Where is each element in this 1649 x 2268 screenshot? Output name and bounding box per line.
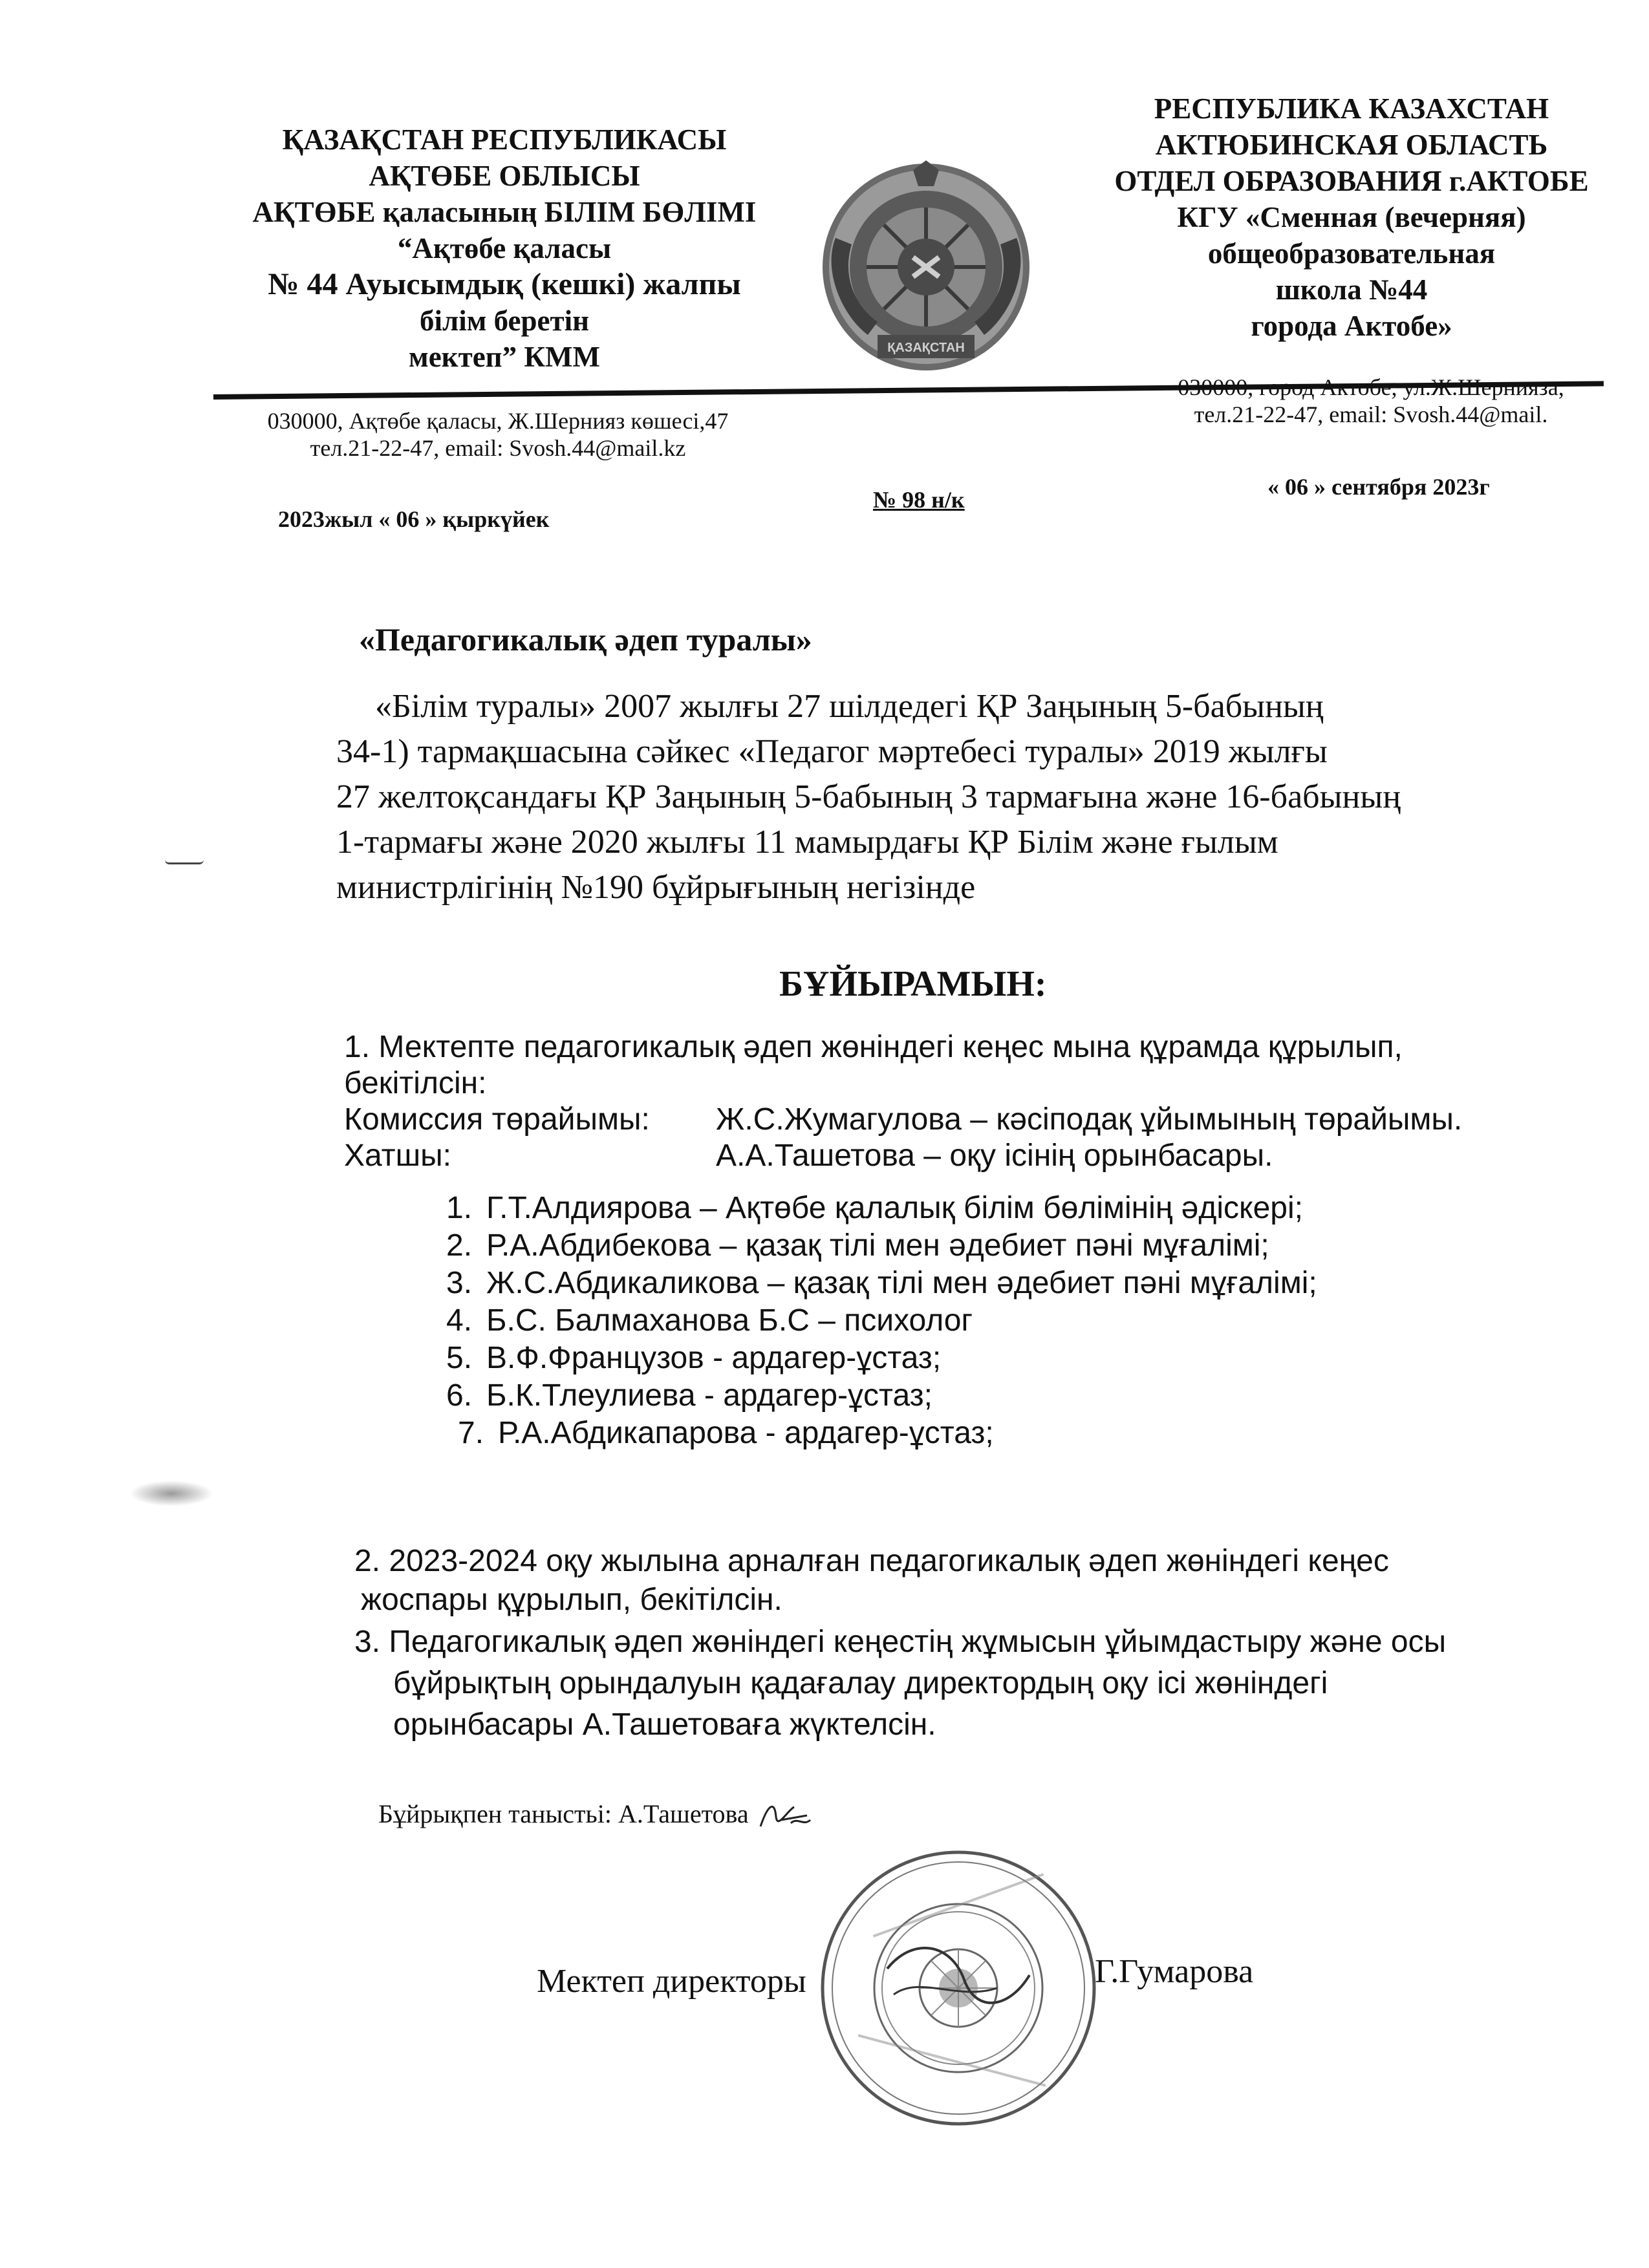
preamble-line: 27 желтоқсандағы ҚР Заңының 5-бабының 3 тармағына және 16-бабының — [336, 778, 1401, 815]
date-kk: 2023жыл « 06 » қыркүйек — [278, 506, 550, 532]
member-text: Б.С. Балмаханова Б.С – психолог — [486, 1303, 973, 1338]
member-text: Б.К.Тлеулиева - ардагер-ұстаз; — [486, 1378, 932, 1413]
emblem-lettering: ҚАЗАҚСТАН — [887, 341, 965, 355]
header-kk-line: АҚТӨБЕ қаласының БІЛІМ БӨЛІМІ — [252, 196, 757, 228]
point-3-line: 3. Педагогикалық әдеп жөніндегі кеңестің жұмысын ұйымдастыру және осы — [354, 1625, 1447, 1659]
chair-row — [344, 1102, 1611, 1138]
point-1 — [344, 1029, 1611, 1174]
signature-icon — [755, 1797, 814, 1836]
point-3-line: бұйрықтың орындалуын қадағалау директордың оқу ісі жөніндегі — [393, 1666, 1328, 1700]
preamble-line: министрлігінің №190 бұйрығының негізінде — [336, 869, 976, 906]
header-kk-line: АҚТӨБЕ ОБЛЫСЫ — [369, 160, 640, 192]
acknowledged-line — [378, 1797, 814, 1836]
header-kk — [213, 122, 795, 375]
scan-mark — [165, 860, 204, 864]
header-ru-line: ОТДЕЛ ОБРАЗОВАНИЯ г.АКТОБЕ — [1114, 165, 1589, 197]
preamble-line: «Білім туралы» 2007 жылғы 27 шілдедегі ҚР Заңының 5-бабының — [375, 688, 1324, 725]
point-2-line: 2. 2023-2024 оқу жылына арналған педагогикалық әдеп жөніндегі кеңес — [354, 1544, 1389, 1578]
preamble-line: 34-1) тармақшасына сәйкес «Педагог мәртебесі туралы» 2019 жылғы — [336, 733, 1328, 770]
member-number: 5. — [446, 1341, 473, 1375]
address-ru-line: 030000, город Актобе, ул.Ж.Шернияза, — [1178, 374, 1564, 400]
address-kk — [207, 407, 789, 462]
state-emblem-icon — [816, 160, 1036, 374]
header-kk-line: “Ақтөбе қаласы — [397, 232, 612, 264]
member-item — [446, 1227, 1610, 1265]
state-emblem — [816, 160, 1036, 374]
order-heading: БҰЙЫРАМЫН: — [779, 964, 1047, 1004]
director-name: Г.Гумарова — [1095, 1953, 1254, 1990]
header-ru-line: АКТЮБИНСКАЯ ОБЛАСТЬ — [1155, 129, 1548, 161]
member-item — [446, 1415, 1610, 1452]
director-label: Мектеп директоры — [537, 1963, 806, 2000]
member-text: В.Ф.Французов - ардагер-ұстаз; — [486, 1341, 942, 1375]
member-number: 7. — [458, 1416, 484, 1450]
member-text: Р.А.Абдикапарова - ардагер-ұстаз; — [498, 1416, 994, 1450]
members-list — [446, 1190, 1610, 1452]
address-ru — [1125, 374, 1617, 428]
member-number: 3. — [446, 1266, 473, 1300]
member-text: Р.А.Абдибекова – қазақ тілі мен әдебиет пәні мұғалімі; — [486, 1228, 1269, 1263]
official-stamp-icon — [816, 1846, 1101, 2130]
member-number: 6. — [446, 1378, 473, 1413]
secretary-row — [344, 1138, 1611, 1174]
member-item — [446, 1190, 1610, 1227]
secretary-label: Хатшы: — [344, 1139, 451, 1173]
scan-mark — [129, 1481, 213, 1506]
header-ru-line: КГУ «Сменная (вечерняя) — [1177, 201, 1526, 233]
contacts-ru-line: тел.21-22-47, email: Svosh.44@mail. — [1194, 401, 1548, 427]
order-number: № 98 н/к — [873, 487, 965, 513]
header-ru — [1086, 91, 1617, 344]
chair-value: Ж.С.Жумагулова – кәсіподақ ұйымының төрайымы. — [716, 1102, 1463, 1137]
point-1-line: 1. Мектепте педагогикалық әдеп жөніндегі кеңес мына құрамда құрылып, — [344, 1030, 1403, 1064]
order-title: «Педагогикалық әдеп туралы» — [359, 621, 812, 658]
header-kk-line: мектеп” КММ — [409, 341, 600, 373]
header-ru-line: города Актобе» — [1251, 310, 1452, 342]
point-3-line: орынбасары А.Ташетоваға жүктелсін. — [393, 1707, 936, 1742]
member-item — [446, 1340, 1610, 1377]
member-number: 4. — [446, 1303, 473, 1338]
header-ru-line: РЕСПУБЛИКА КАЗАХСТАН — [1154, 92, 1549, 125]
header-kk-line: білім беретін — [419, 305, 590, 337]
point-2-line: жоспары құрылып, бекітілсін. — [361, 1583, 782, 1617]
header-ru-line: школа №44 — [1275, 273, 1428, 306]
member-text: Ж.С.Абдикаликова – қазақ тілі мен әдебиет пәні мұғалімі; — [486, 1266, 1317, 1300]
preamble-line: 1-тармағы және 2020 жылғы 11 мамырдағы ҚР Білім және ғылым — [336, 824, 1278, 861]
point-3 — [354, 1621, 1622, 1746]
header-kk-line: ҚАЗАҚСТАН РЕСПУБЛИКАСЫ — [282, 123, 727, 156]
member-number: 2. — [446, 1228, 473, 1263]
member-item — [446, 1302, 1610, 1340]
point-1-line: бекітілсін: — [344, 1066, 487, 1100]
preamble — [336, 684, 1604, 910]
point-2 — [354, 1542, 1609, 1620]
secretary-value: А.А.Ташетова – оқу ісінің орынбасары. — [716, 1139, 1273, 1173]
acknowledged-text: Бұйрықпен таныстьі: А.Ташетова — [378, 1799, 749, 1829]
member-number: 1. — [446, 1191, 473, 1225]
member-item — [446, 1377, 1610, 1415]
header-kk-line: № 44 Ауысымдық (кешкі) жалпы — [268, 267, 741, 301]
official-stamp — [816, 1846, 1101, 2130]
contacts-kk-line: тел.21-22-47, email: Svosh.44@mail.kz — [310, 435, 686, 461]
date-ru: « 06 » сентября 2023г — [1267, 474, 1490, 500]
address-kk-line: 030000, Ақтөбе қаласы, Ж.Шернияз көшесі,47 — [267, 408, 729, 434]
member-text: Г.Т.Алдиярова – Ақтөбе қалалық білім бөлімінің әдіскері; — [486, 1191, 1303, 1225]
chair-label: Комиссия төрайымы: — [344, 1102, 650, 1137]
member-item — [446, 1265, 1610, 1302]
header-ru-line: общеобразовательная — [1207, 237, 1496, 270]
